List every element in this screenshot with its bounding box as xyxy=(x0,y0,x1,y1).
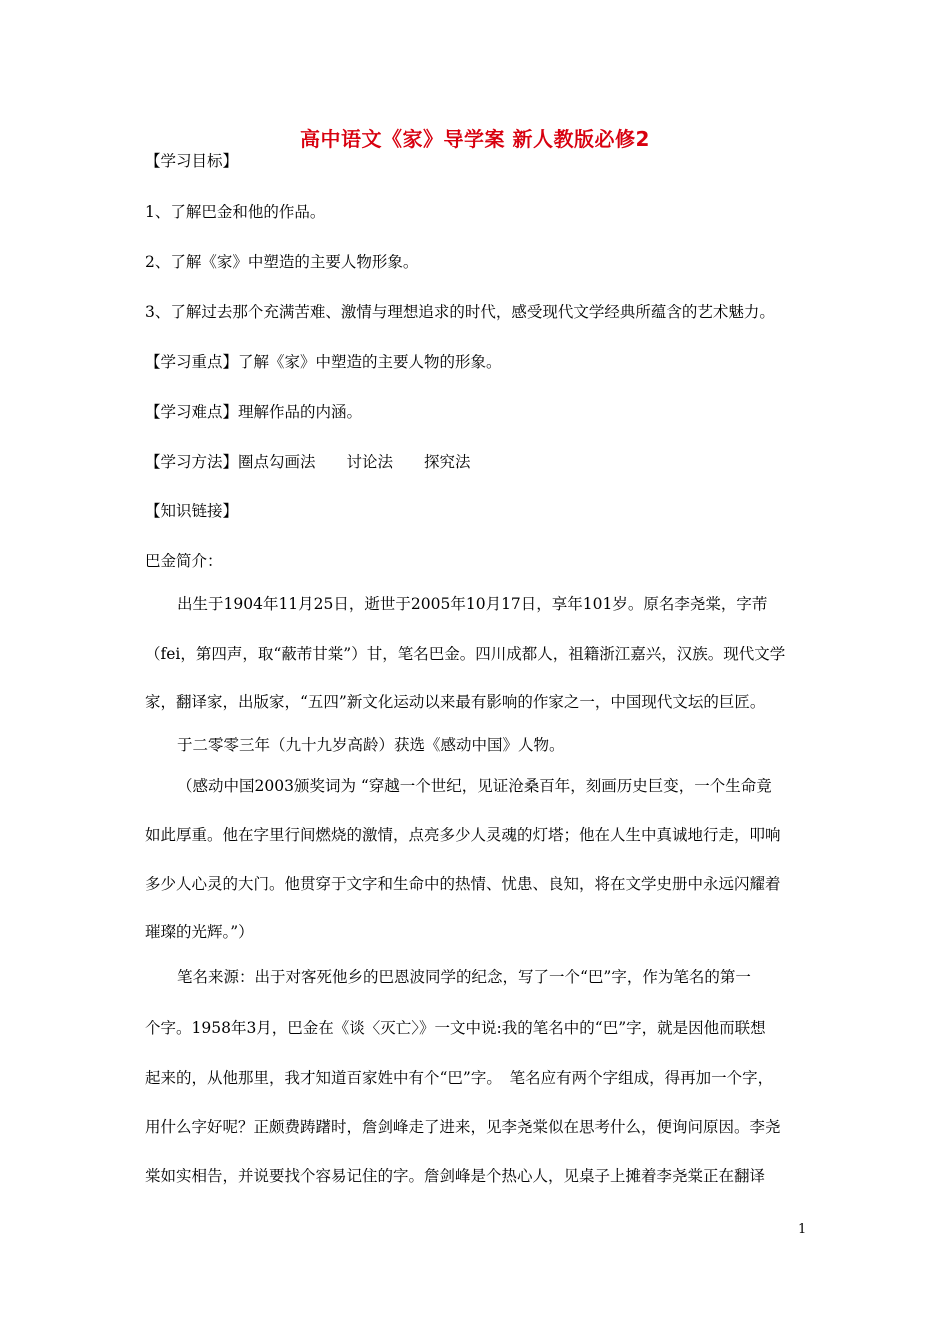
citation-line-1: （感动中国2003颁奖词为 “穿越一个世纪，见证沧桑百年，刻画历史巨变，一个生命竟 xyxy=(177,777,772,795)
page-number: 1 xyxy=(798,1222,807,1237)
penname-line-3: 起来的，从他那里，我才知道百家姓中有个“巴”字。 笔名应有两个字组成，得再加一个字， xyxy=(145,1069,774,1087)
learning-methods: 【学习方法】圈点勾画法 讨论法 探究法 xyxy=(145,453,471,471)
page-title: 高中语文《家》导学案 新人教版必修2 xyxy=(300,127,650,151)
key-points: 【学习重点】了解《家》中塑造的主要人物的形象。 xyxy=(145,353,502,371)
goal-item-3: 3、了解过去那个充满苦难、激情与理想追求的时代，感受现代文学经典所蕴含的艺术魅力。 xyxy=(145,303,775,321)
bio-line-3: 家，翻译家，出版家，“五四”新文化运动以来最有影响的作家之一，中国现代文坛的巨匠。 xyxy=(145,693,766,711)
bio-line-1: 出生于1904年11月25日，逝世于2005年10月17日，享年101岁。原名李尧棠，字芾 xyxy=(177,595,768,613)
penname-line-4: 用什么字好呢？正颇费踌躇时，詹剑峰走了进来，见李尧棠似在思考什么，便询问原因。李尧 xyxy=(145,1118,781,1136)
bio-line-2: （fei，第四声，取“蔽芾甘棠”）甘，笔名巴金。四川成都人，祖籍浙江嘉兴，汉族。现代文学 xyxy=(145,645,786,663)
heading-knowledge-links: 【知识链接】 xyxy=(145,502,239,520)
citation-line-3: 多少人心灵的大门。他贯穿于文字和生命中的热情、忧患、良知，将在文学史册中永远闪耀着 xyxy=(145,875,781,893)
difficult-points: 【学习难点】理解作品的内涵。 xyxy=(145,403,363,421)
citation-line-4: 璀璨的光辉。”） xyxy=(145,923,254,941)
goal-item-2: 2、了解《家》中塑造的主要人物形象。 xyxy=(145,253,419,271)
penname-line-5: 棠如实相告，并说要找个容易记住的字。詹剑峰是个热心人，见桌子上摊着李尧棠正在翻译 xyxy=(145,1167,766,1185)
penname-line-2: 个字。1958年3月，巴金在《谈〈灭亡〉》一文中说:我的笔名中的“巴”字，就是因他而联想 xyxy=(145,1019,766,1037)
bajin-intro-heading: 巴金简介： xyxy=(145,552,223,570)
heading-learning-goals: 【学习目标】 xyxy=(145,152,239,170)
penname-line-1: 笔名来源：出于对客死他乡的巴恩波同学的纪念，写了一个“巴”字，作为笔名的第一 xyxy=(177,968,751,986)
award-line: 于二零零三年（九十九岁高龄）获选《感动中国》人物。 xyxy=(177,736,565,754)
goal-item-1: 1、了解巴金和他的作品。 xyxy=(145,203,326,221)
citation-line-2: 如此厚重。他在字里行间燃烧的激情，点亮多少人灵魂的灯塔；他在人生中真诚地行走，叩响 xyxy=(145,826,781,844)
